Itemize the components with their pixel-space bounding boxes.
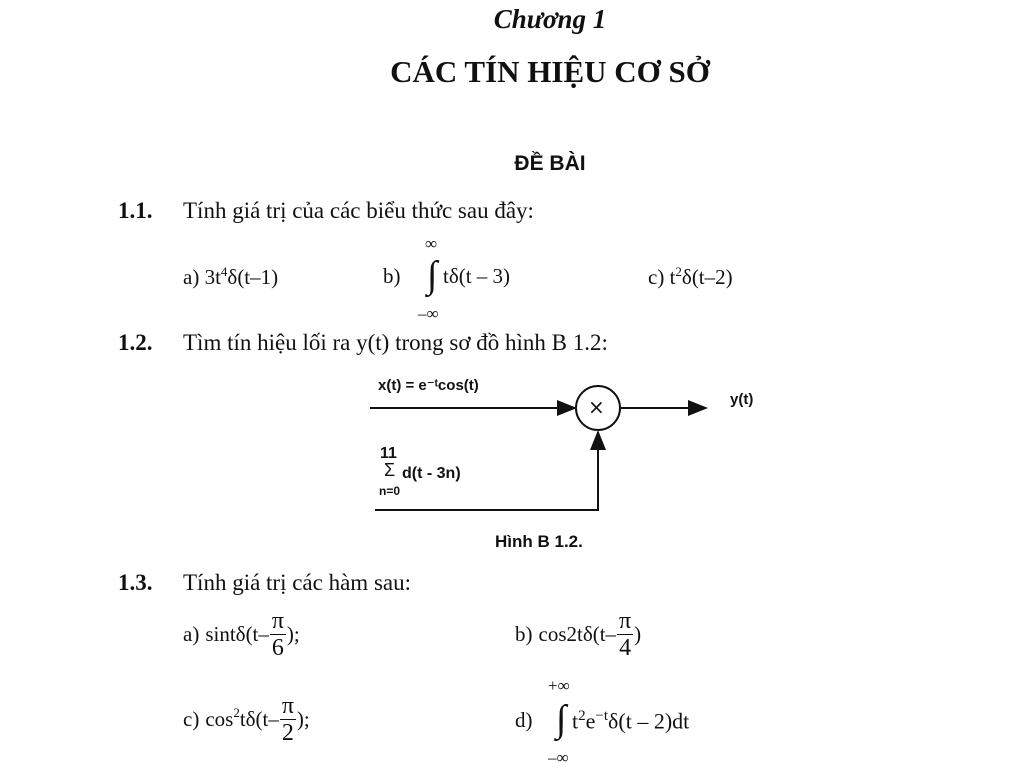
output-signal-label: y(t) [730, 391, 754, 408]
sum-expression: d(t - 3n) [402, 465, 461, 482]
expr-1-3-c [183, 693, 310, 746]
figure-caption: Hình B 1.2. [495, 532, 583, 551]
problem-number-1-2: 1.2. [118, 330, 153, 355]
superscript: 2 [675, 264, 682, 279]
fraction [617, 608, 633, 661]
sum-lower-limit: n=0 [379, 484, 401, 498]
sum-symbol: Σ [384, 460, 396, 480]
integral-sign: ∫ [556, 698, 567, 740]
problem-text-1-2: Tìm tín hiệu lối ra y(t) trong sơ đồ hình B 1.2: [183, 330, 608, 355]
item-label: a) [183, 265, 200, 289]
fraction-numerator: π [281, 693, 294, 719]
fraction-denominator: 6 [271, 635, 284, 661]
item-label: c) [648, 265, 665, 289]
integral-lower-limit: –∞ [548, 748, 569, 767]
expr-part: 3t [204, 265, 221, 289]
expr-part: ); [286, 622, 300, 646]
expr-part: t [572, 708, 579, 734]
expr-part: ) [634, 622, 642, 646]
item-label-1-1-b: b) [383, 264, 401, 288]
expr-part: sintδ(t– [205, 622, 269, 646]
expr-part: e [585, 708, 596, 734]
expr-part: δ(t–1) [227, 265, 279, 289]
integral-upper-limit: +∞ [548, 676, 570, 695]
superscript: 2 [578, 708, 586, 724]
fraction-numerator: π [271, 608, 284, 634]
fraction-numerator: π [619, 608, 632, 634]
item-label: b) [515, 622, 533, 646]
expr-part: ); [296, 707, 310, 731]
section-heading: ĐỀ BÀI [514, 152, 586, 175]
superscript: 2 [233, 705, 240, 720]
integral-expression [572, 708, 689, 734]
problem-number-1-1: 1.1. [118, 198, 153, 223]
integral-sign: ∫ [427, 254, 438, 296]
expr-part: t [669, 265, 676, 289]
sum-upper-limit: 11 [380, 445, 397, 462]
item-label: a) [183, 622, 200, 646]
expr-1-3-a [183, 608, 300, 661]
fraction [270, 608, 286, 661]
item-label: c) [183, 707, 200, 731]
chapter-heading: Chương 1 [493, 4, 607, 34]
input-signal-label: x(t) = e⁻ᵗcos(t) [378, 377, 479, 394]
problem-number-1-3: 1.3. [118, 570, 153, 595]
problem-text-1-1: Tính giá trị của các biểu thức sau đây: [183, 198, 534, 223]
expr-part: cos2tδ(t– [538, 622, 617, 646]
fraction-denominator: 4 [619, 635, 632, 661]
item-label-1-3-d: d) [515, 708, 533, 732]
fraction-denominator: 2 [281, 720, 294, 746]
superscript: 4 [220, 264, 228, 279]
expr-part: cos [205, 707, 234, 731]
expr-part: δ(t – 2)dt [608, 708, 690, 734]
expr-part: δ(t–2) [681, 265, 733, 289]
superscript: −t [595, 708, 609, 724]
expr-1-3-b [515, 608, 641, 661]
integral-upper-limit: ∞ [425, 234, 438, 253]
integral-lower-limit: –∞ [418, 304, 439, 323]
fraction [280, 693, 296, 746]
problem-text-1-3: Tính giá trị các hàm sau: [183, 570, 412, 595]
multiply-symbol: × [588, 395, 605, 419]
integral-expression: tδ(t – 3) [443, 264, 511, 288]
chapter-title: CÁC TÍN HIỆU CƠ SỞ [390, 54, 710, 89]
expr-part: tδ(t– [239, 707, 279, 731]
